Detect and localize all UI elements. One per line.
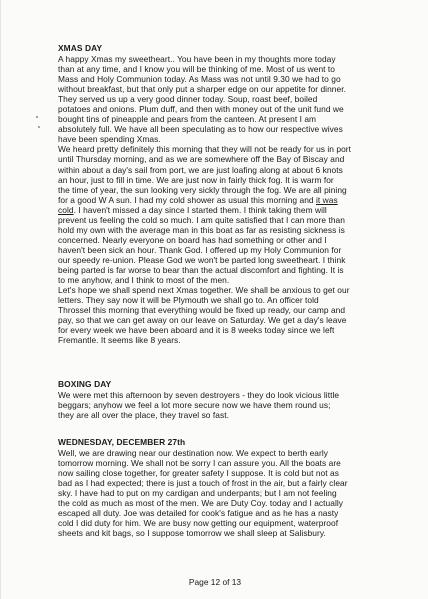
text-line: the cold as much as most of the men. We are Duty Coy. today and I actually (58, 498, 344, 509)
section-wednesday-december-27 (58, 437, 408, 538)
section-boxing-day (58, 379, 408, 420)
text-line: now sailing close together, for greater safety I suppose. It is cold but not as (58, 468, 339, 479)
text-line: than at any time, and I know you will be thinking of me. Most of us went to (58, 64, 336, 75)
text-line: hold my own with the average man in this boat as far as resisting sickness is (58, 224, 345, 235)
text-line: haven't been sick an hour. Thank God. I offered up my Holy Communion for (58, 244, 342, 255)
text-line: They served us up a very good dinner today. Soup, roast beef, boiled (58, 94, 318, 105)
text-line: Fremantle. It seems like 8 years. (58, 335, 181, 346)
section-heading: XMAS DAY (58, 43, 103, 53)
text-line: being parted is far worse to bear than the actual discomfort and fighting. It is (58, 264, 344, 275)
underlined-text: cold (58, 204, 74, 215)
text-line: Well, we are drawing near our destination now. We expect to berth early (58, 448, 328, 458)
text-line: they are all over the place, they travel so fast. (58, 410, 229, 421)
text-line: bad as I had expected; there is just a touch of frost in the air, but a fairly clear (58, 478, 348, 489)
text-line: bought tins of pineapple and pears from the canteen. At present I am (58, 114, 317, 125)
text-line: Mass and Holy Communion today. As Mass was not until 9.30 we had to go (58, 74, 341, 85)
section-heading: WEDNESDAY, DECEMBER 27th (58, 437, 186, 447)
text-line: Throssel this morning that everything would be fixed up ready, our camp and (58, 305, 346, 316)
text-line: letters. They say now it will be Plymouth we shall go to. An officer told (58, 295, 319, 306)
scan-speck (38, 126, 40, 128)
text-line: for a good W A sun. I had my cold shower as usual this morning and it was (58, 194, 338, 205)
page-number: Page 12 of 13 (188, 577, 242, 587)
section-heading: BOXING DAY (58, 379, 112, 389)
text-line: escaped all duty. Joe was detailed for cook's fatigue and as he has a nasty (58, 508, 339, 519)
text-line: A happy Xmas my sweetheart.. You have been in my thoughts more today (58, 54, 336, 64)
underlined-text: it was (316, 194, 338, 205)
text-line: tomorrow morning. We shall not be sorry I can assure you. All the boats are (58, 458, 341, 469)
text-line: cold. I haven't missed a day since I started them. I think taking them will (58, 204, 327, 215)
text-line: We were met this afternoon by seven destroyers - they do look vicious little (58, 390, 340, 400)
text-line: the time of year, the sun looking very sickly through the fog. We are all pining (58, 184, 347, 195)
text-line: We heard pretty definitely this morning that they will not be ready for us in port (58, 144, 352, 155)
text-line: for every week we have been aboard and it is 8 weeks today since we left (58, 325, 335, 336)
text-line: absolutely full. We have all been speculating as to how our respective wives (58, 124, 343, 135)
text-line: cold I did duty for him. We are busy now getting our equipment, waterproof (58, 518, 339, 529)
text-line: beggars; anyhow we feel a lot more secure now we have them round us; (58, 400, 331, 411)
text-line: without breakfast, but that only put a sharper edge on our appetite for dinner. (58, 84, 346, 95)
section-xmas-day (58, 43, 408, 345)
text-line: pay, so that we can get away on our leave on Saturday. We get a day's leave (58, 315, 347, 326)
scan-speck (36, 116, 38, 118)
text-line: have been spending Xmas. (58, 134, 161, 145)
text-line: sheets and kit bags, so I suppose tomorrow we shall sleep at Salisbury. (58, 528, 326, 539)
text-line: potatoes and onions. Plum duff, and then with money out of the unit fund we (58, 104, 344, 115)
text-line: until Thursday morning, and as we are somewhere off the Bay of Biscay and (58, 154, 345, 165)
text-line: concerned. Nearly everyone on board has had something or other and I (58, 234, 327, 245)
text-line: prevent us feeling the cold so much. I am quite satisfied that I can more than (58, 214, 345, 225)
text-line: our speedy re-union. Please God we won't be parted long sweetheart. I think (58, 254, 346, 265)
text-line: an hour, just to fill in time. We are just now in fairly thick fog. It is warm for (58, 174, 334, 185)
text-line: sky. I have had to put on my cardigan and underpants; but I am not feeling (58, 488, 337, 499)
text-line: to me anyhow, and I think to most of the men. (58, 275, 230, 286)
text-line: within about a day's sail from port, we are just loafing along at about 6 knots (58, 164, 343, 175)
text-line: Let's hope we shall spend next Xmas together. We shall be anxious to get our (58, 285, 350, 296)
